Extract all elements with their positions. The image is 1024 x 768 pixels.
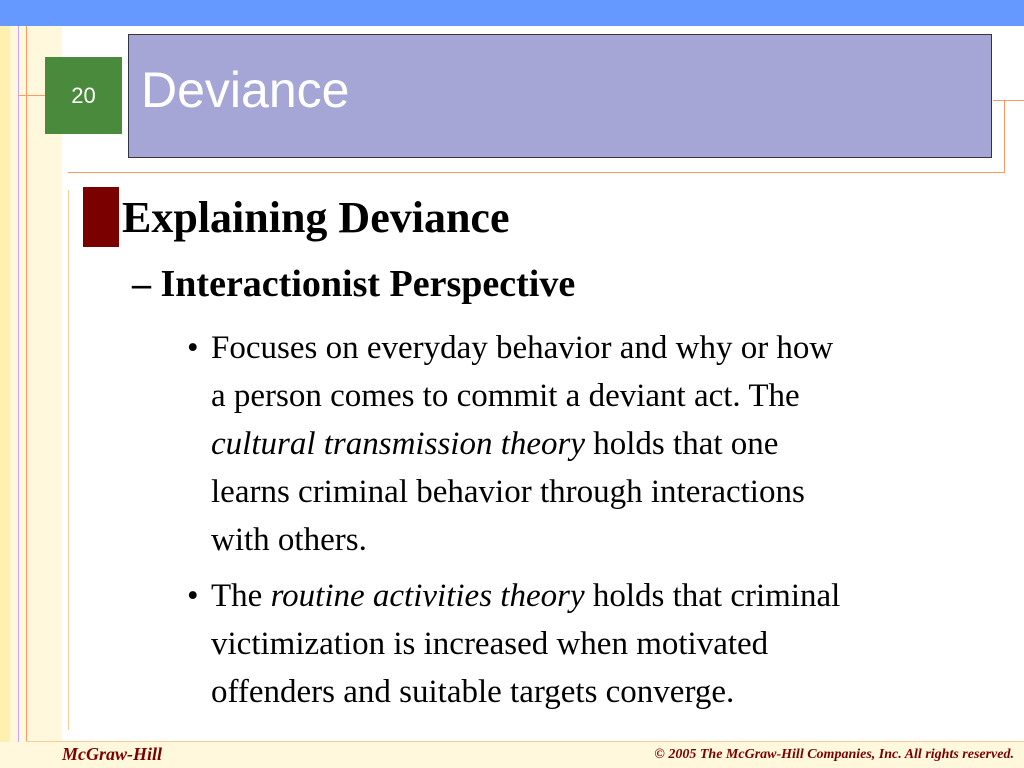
- decor-vertical-line: [18, 26, 19, 768]
- slide-title: Deviance: [141, 62, 350, 118]
- section-heading: Explaining Deviance: [122, 193, 510, 242]
- decor-horizontal-line: [26, 741, 1024, 742]
- top-band: [0, 0, 1024, 26]
- text-line: Focuses on everyday behavior and why or how: [211, 330, 834, 366]
- bullet-icon: •: [187, 578, 199, 614]
- text-line: [211, 572, 981, 620]
- bullet-paragraph-2: [211, 572, 981, 716]
- decor-vertical-line: [26, 26, 27, 768]
- decor-vertical-line: [68, 190, 69, 730]
- text-line: with others.: [211, 522, 367, 558]
- bullet-square-icon: [83, 187, 119, 247]
- title-box: [128, 34, 992, 158]
- decor-horizontal-line: [993, 100, 1024, 101]
- text-line: a person comes to commit a deviant act. The: [211, 378, 800, 414]
- text-span: holds that one: [585, 426, 779, 462]
- text-line: [211, 420, 981, 468]
- footer-publisher: McGraw-Hill: [62, 744, 163, 764]
- bullet-paragraph-1: [211, 324, 981, 564]
- left-decor-edge: [0, 26, 10, 768]
- text-line: learns criminal behavior through interactions: [211, 474, 805, 510]
- bullet-icon: •: [187, 330, 199, 366]
- section-subheading: – Interactionist Perspective: [132, 263, 576, 305]
- text-span: holds that criminal: [584, 578, 841, 614]
- decor-horizontal-line: [18, 95, 46, 96]
- footer-copyright: © 2005 The McGraw-Hill Companies, Inc. All rights reserved.: [654, 747, 1014, 762]
- slide-number: 20: [45, 57, 122, 134]
- text-span: The: [211, 578, 271, 614]
- text-line: offenders and suitable targets converge.: [211, 674, 735, 710]
- decor-horizontal-line: [68, 172, 1005, 173]
- text-line: victimization is increased when motivated: [211, 626, 769, 662]
- italic-term: cultural transmission theory: [211, 426, 586, 462]
- italic-term: routine activities theory: [270, 578, 585, 614]
- decor-vertical-line: [1004, 100, 1005, 172]
